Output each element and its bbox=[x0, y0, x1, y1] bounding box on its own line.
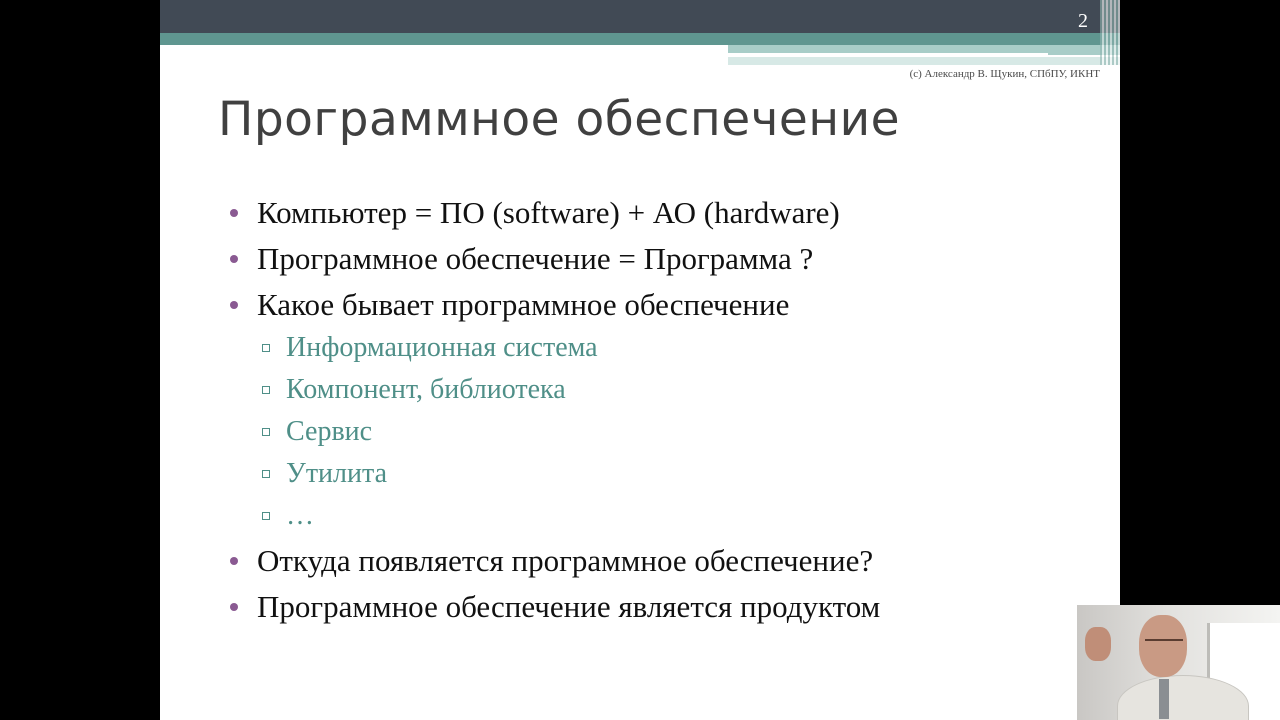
header-band-teal-faint bbox=[728, 57, 1120, 65]
hollow-square-icon bbox=[262, 470, 270, 478]
hollow-square-icon bbox=[262, 344, 270, 352]
bullet-item bbox=[228, 586, 880, 632]
sub-bullet-item bbox=[228, 414, 880, 456]
sub-bullet-text: Утилита bbox=[286, 458, 388, 489]
purple-dot-icon bbox=[230, 603, 238, 611]
tie bbox=[1159, 679, 1169, 719]
purple-dot-icon bbox=[230, 301, 238, 309]
bullet-item bbox=[228, 284, 880, 330]
raised-hand bbox=[1085, 627, 1111, 661]
bullet-text: Программное обеспечение является продуктом bbox=[257, 589, 881, 624]
sub-bullet-text: Компонент, библиотека bbox=[286, 374, 566, 405]
bullet-text: Компьютер = ПО (software) + АО (hardware) bbox=[257, 195, 840, 230]
sub-bullet-item bbox=[228, 498, 880, 540]
slide-title: Программное обеспечение bbox=[218, 92, 901, 147]
sub-bullet-item bbox=[228, 456, 880, 498]
purple-dot-icon bbox=[230, 209, 238, 217]
purple-dot-icon bbox=[230, 557, 238, 565]
purple-dot-icon bbox=[230, 255, 238, 263]
sub-bullet-item bbox=[228, 330, 880, 372]
sub-bullet-text: Сервис bbox=[286, 416, 373, 447]
sub-bullet-item bbox=[228, 372, 880, 414]
presentation-slide bbox=[160, 0, 1120, 720]
header-stripes bbox=[1100, 0, 1120, 65]
glasses bbox=[1145, 639, 1183, 649]
bullet-item bbox=[228, 238, 880, 284]
presenter-webcam-overlay bbox=[1077, 605, 1280, 720]
hollow-square-icon bbox=[262, 386, 270, 394]
bullet-text: Какое бывает программное обеспечение bbox=[257, 287, 790, 322]
header-divider-line bbox=[728, 53, 1048, 55]
slide-number: 2 bbox=[1078, 10, 1088, 32]
sub-bullet-text: … bbox=[286, 500, 314, 531]
bullet-text: Программное обеспечение = Программа ? bbox=[257, 241, 814, 276]
bullet-text: Откуда появляется программное обеспечение? bbox=[257, 543, 874, 578]
bullet-list bbox=[228, 192, 880, 632]
bullet-item bbox=[228, 540, 880, 586]
copyright-note: (c) Александр В. Щукин, СПбПУ, ИКНТ bbox=[909, 68, 1100, 80]
hollow-square-icon bbox=[262, 512, 270, 520]
bullet-item bbox=[228, 192, 880, 238]
header-band-dark bbox=[160, 0, 1120, 33]
sub-bullet-text: Информационная система bbox=[286, 332, 598, 363]
hollow-square-icon bbox=[262, 428, 270, 436]
header-band-teal bbox=[160, 33, 1120, 45]
